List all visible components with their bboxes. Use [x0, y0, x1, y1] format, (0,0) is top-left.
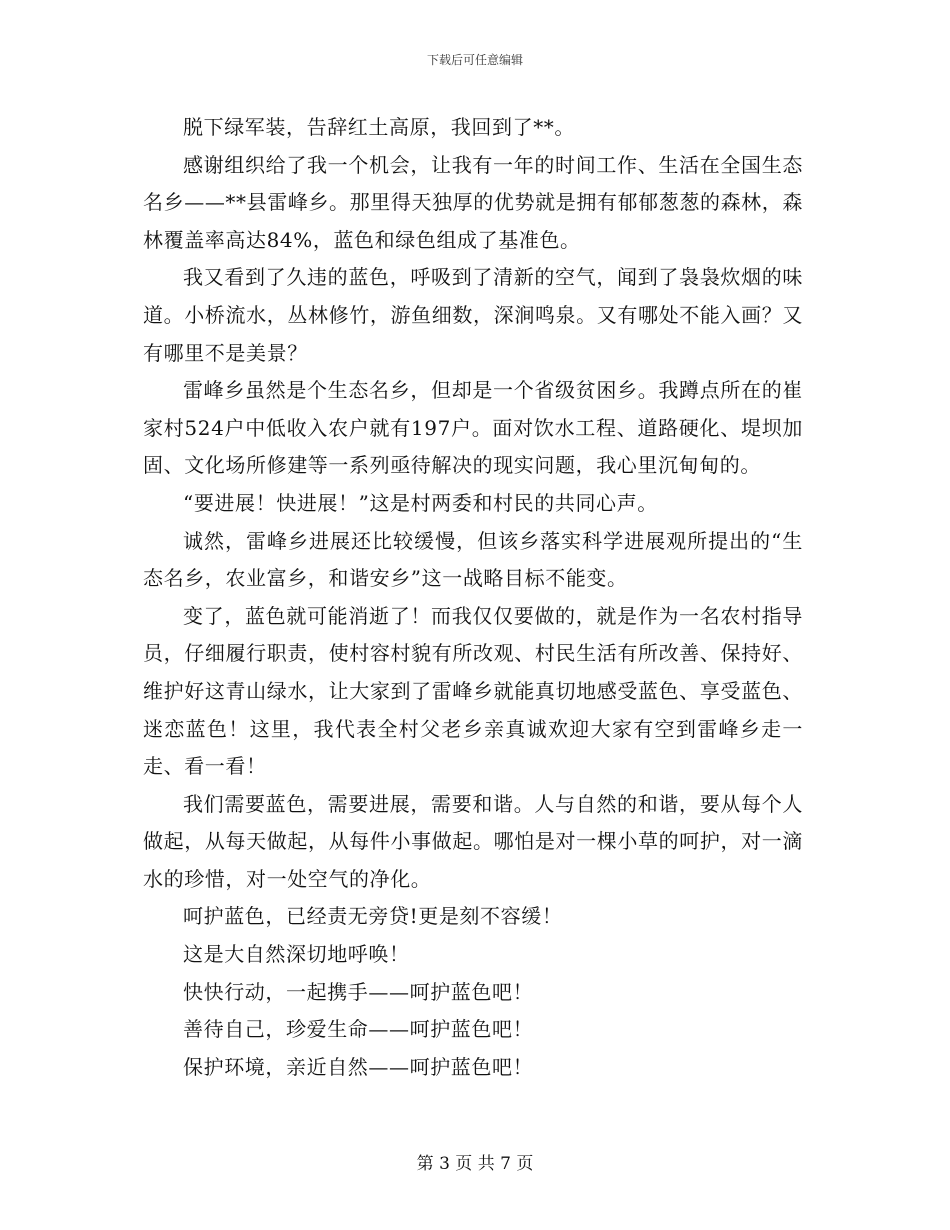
- paragraph: 这是大自然深切地呼唤！: [183, 942, 410, 967]
- paragraph: 善待自己，珍爱生命——呵护蓝色吧！: [183, 1017, 534, 1042]
- page-header-note: 下载后可任意编辑: [426, 53, 523, 67]
- paragraph: 快快行动，一起携手——呵护蓝色吧！: [183, 979, 534, 1004]
- paragraph: 保护环境，亲近自然——呵护蓝色吧！: [183, 1054, 534, 1079]
- page-number: 第 3 页 共 7 页: [416, 1154, 534, 1174]
- document-body: [143, 109, 803, 1086]
- paragraph: 雷峰乡虽然是个生态名乡，但却是一个省级贫困乡。我蹲点所在的崔家村524户中低收入农户就有197户。面对饮水工程、道路硬化、堤坝加固、文化场所修建等一系列亟待解决的现实问题，我心里沉甸甸的。: [143, 378, 803, 478]
- paragraph: 呵护蓝色，已经责无旁贷!更是刻不容缓！: [183, 904, 563, 929]
- paragraph: 诚然，雷峰乡进展还比较缓慢，但该乡落实科学进展观所提出的“生态名乡，农业富乡，和谐安乡”这一战略目标不能变。: [143, 528, 803, 591]
- paragraph: 脱下绿军装，告辞红土高原，我回到了**。: [183, 115, 575, 139]
- paragraph: 我又看到了久违的蓝色，呼吸到了清新的空气，闻到了袅袅炊烟的味道。小桥流水，丛林修竹，游鱼细数，深涧鸣泉。又有哪处不能入画？又有哪里不是美景？: [143, 265, 803, 365]
- paragraph: 感谢组织给了我一个机会，让我有一年的时间工作、生活在全国生态名乡——**县雷峰乡。那里得天独厚的优势就是拥有郁郁葱葱的森林，森林覆盖率高达84%，蓝色和绿色组成了基准色。: [143, 152, 803, 252]
- paragraph: 我们需要蓝色，需要进展，需要和谐。人与自然的和谐，要从每个人做起，从每天做起，从每件小事做起。哪怕是对一棵小草的呵护，对一滴水的珍惜，对一处空气的净化。: [143, 791, 803, 891]
- paragraph: 变了，蓝色就可能消逝了！而我仅仅要做的，就是作为一名农村指导员，仔细履行职责，使村容村貌有所改观、村民生活有所改善、保持好、维护好这青山绿水，让大家到了雷峰乡就能真切地感受蓝色、享受蓝色、迷恋蓝色！这里，我代表全村父老乡亲真诚欢迎大家有空到雷峰乡走一走、看一看！: [143, 603, 803, 779]
- paragraph: “要进展！快进展！”这是村两委和村民的共同心声。: [183, 490, 658, 515]
